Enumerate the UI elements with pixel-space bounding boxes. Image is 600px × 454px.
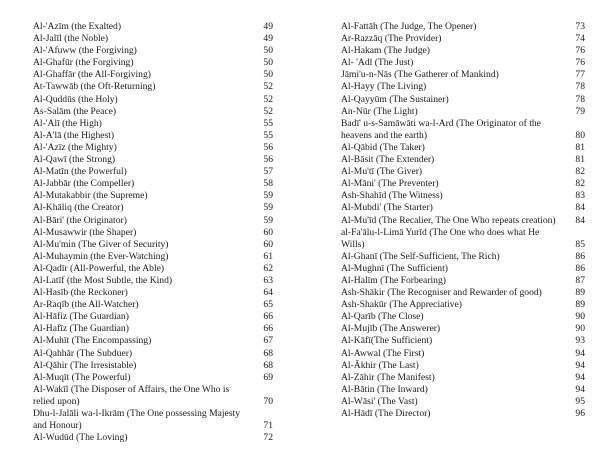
index-entry <box>33 45 273 57</box>
entry-title: At-Tawwāb (the Oft-Returning) <box>33 81 156 93</box>
entry-page-number: 79 <box>575 105 585 117</box>
entry-title: Al-Bāsit (The Extender) <box>341 154 435 166</box>
entry-title: Al-Khāliq (the Creator) <box>33 202 124 214</box>
entry-page-number: 60 <box>263 226 273 238</box>
index-entry <box>33 239 273 251</box>
index-entry <box>33 94 273 106</box>
entry-page-number: 84 <box>575 202 585 214</box>
entry-title: Al-'Azīm (the Exalted) <box>33 21 122 32</box>
entry-title: Al-Zāhir (The Manifest) <box>341 371 435 383</box>
entry-page-number: 66 <box>263 311 273 323</box>
index-entry <box>33 432 273 444</box>
index-entry <box>33 227 273 239</box>
entry-title: Al-Awwal (The First) <box>341 347 425 359</box>
index-column-left <box>33 21 273 444</box>
index-entry <box>33 21 273 33</box>
entry-title: Al-Hafīz (The Guardian) <box>33 323 129 335</box>
entry-page-number: 59 <box>263 214 273 226</box>
index-entry <box>33 154 273 166</box>
index-entry <box>33 348 273 360</box>
index-entry <box>33 263 273 275</box>
index-entry <box>341 299 585 311</box>
entry-page-number: 84 <box>575 214 585 226</box>
entry-page-number: 78 <box>575 93 585 105</box>
entry-page-number: 94 <box>575 359 585 371</box>
entry-page-number: 50 <box>263 45 273 57</box>
index-entry <box>341 21 585 33</box>
index-entry <box>33 81 273 93</box>
entry-title: Al-Mubdi' (The Starter) <box>341 202 433 214</box>
entry-title: Al-Mu'īd (The Recalier, The One Who repeats creation) <box>341 214 556 226</box>
entry-page-number: 95 <box>575 395 585 407</box>
entry-page-number: 64 <box>263 287 273 299</box>
entry-page-number: 82 <box>575 178 585 190</box>
index-entry <box>341 408 585 420</box>
entry-page-number: 73 <box>575 21 585 32</box>
entry-title: Al-Wakīl (The Disposer of Affairs, the One Who is relied upon) <box>33 383 230 407</box>
entry-title: Al-Hāfiz (The Guardian) <box>33 311 129 323</box>
entry-title: Al-Mu'tī (The Giver) <box>341 166 423 178</box>
entry-title: Al-Mughnī (The Sufficient) <box>341 262 448 274</box>
entry-title: Al- 'Adl (The Just) <box>341 57 414 69</box>
index-entry <box>341 372 585 384</box>
entry-title: Al-Fattāh (The Judge, The Opener) <box>341 21 477 32</box>
entry-page-number: 60 <box>263 238 273 250</box>
entry-title: Al-'Azīz (the Mighty) <box>33 141 117 153</box>
entry-page-number: 78 <box>575 81 585 93</box>
index-entry <box>341 190 585 202</box>
index-entry <box>33 299 273 311</box>
entry-page-number: 59 <box>263 202 273 214</box>
entry-title: Al-Ākhir (The Last) <box>341 359 419 371</box>
index-entry <box>341 178 585 190</box>
entry-page-number: 68 <box>263 347 273 359</box>
index-entry <box>341 106 585 118</box>
entry-page-number: 59 <box>263 190 273 202</box>
index-entry <box>341 335 585 347</box>
index-entry <box>341 215 585 227</box>
entry-title: Al-Wāsi' (The Vast) <box>341 395 418 407</box>
entry-title: Al-Mu'min (The Giver of Security) <box>33 238 169 250</box>
entry-title: Al-'Alī (the High) <box>33 117 102 129</box>
entry-page-number: 50 <box>263 57 273 69</box>
entry-title: Al-Wudūd (The Loving) <box>33 432 128 444</box>
entry-title: Al-Jabbār (the Compeller) <box>33 178 135 190</box>
index-entry <box>33 335 273 347</box>
entry-title: Dhu-l-Jalāli wa-l-Ikrām (The One possessing Majesty and Honour) <box>33 408 241 432</box>
index-entry <box>33 275 273 287</box>
entry-page-number: 56 <box>263 154 273 166</box>
entry-title: Al-Qāhir (The Irresistable) <box>33 359 137 371</box>
entry-title: An-Nūr (The Light) <box>341 105 418 117</box>
index-entry <box>341 118 585 142</box>
entry-page-number: 52 <box>263 93 273 105</box>
entry-title: Ash-Shakūr (The Appreciative) <box>341 299 462 311</box>
entry-page-number: 90 <box>575 311 585 323</box>
index-entry <box>341 251 585 263</box>
entry-title: Al-Mutakabbir (the Supreme) <box>33 190 148 202</box>
entry-page-number: 87 <box>575 274 585 286</box>
entry-page-number: 71 <box>263 420 273 432</box>
entry-page-number: 80 <box>575 129 585 141</box>
entry-title: Al-Qahhār (The Subduer) <box>33 347 133 359</box>
entry-page-number: 76 <box>575 45 585 57</box>
index-entry <box>33 33 273 45</box>
entry-title: Al-Qadīr (All-Powerful, the Able) <box>33 262 165 274</box>
entry-page-number: 67 <box>263 335 273 347</box>
index-entry <box>33 311 273 323</box>
entry-title: Al-Qābid (The Taker) <box>341 141 425 153</box>
entry-title: Al-Muhīt (The Encompassing) <box>33 335 152 347</box>
index-entry <box>33 323 273 335</box>
entry-title: Al-Qawī (the Strong) <box>33 154 116 166</box>
entry-title: Al-Qarīb (The Close) <box>341 311 424 323</box>
entry-page-number: 90 <box>575 323 585 335</box>
index-entry <box>341 202 585 214</box>
entry-title: Al-Hayy (The Living) <box>341 81 427 93</box>
entry-page-number: 93 <box>575 335 585 347</box>
entry-page-number: 63 <box>263 274 273 286</box>
index-entry <box>33 166 273 178</box>
entry-title: Al-Kāfī(The Sufficient) <box>341 335 433 347</box>
entry-title: Al-A'lā (the Highest) <box>33 129 115 141</box>
entry-title: Al-Matīn (the Powerful) <box>33 166 127 178</box>
entry-title: Ash-Shākir (The Recogniser and Rewarder of good) <box>341 287 542 299</box>
entry-title: Al-Jalīl (the Noble) <box>33 33 109 45</box>
entry-page-number: 70 <box>263 395 273 407</box>
entry-title: Al-Bāri' (the Originator) <box>33 214 127 226</box>
entry-title: Al-Muqīt (The Powerful) <box>33 371 131 383</box>
entry-page-number: 72 <box>263 432 273 444</box>
entry-page-number: 94 <box>575 371 585 383</box>
entry-page-number: 65 <box>263 299 273 311</box>
entry-page-number: 49 <box>263 21 273 32</box>
entry-page-number: 77 <box>575 69 585 81</box>
entry-page-number: 55 <box>263 129 273 141</box>
entry-page-number: 62 <box>263 262 273 274</box>
index-entry <box>33 106 273 118</box>
index-entry <box>341 348 585 360</box>
entry-page-number: 83 <box>575 190 585 202</box>
entry-title: Al-Quddūs (the Holy) <box>33 93 118 105</box>
entry-page-number: 89 <box>575 287 585 299</box>
entry-title: Al-Mujīb (The Answerer) <box>341 323 441 335</box>
index-entry <box>33 190 273 202</box>
index-entry <box>341 142 585 154</box>
index-entry <box>33 372 273 384</box>
index-entry <box>341 311 585 323</box>
entry-page-number: 94 <box>575 347 585 359</box>
index-entry <box>341 45 585 57</box>
entry-page-number: 94 <box>575 383 585 395</box>
entry-page-number: 76 <box>575 57 585 69</box>
index-entry <box>33 130 273 142</box>
entry-title: Al-Ghanī (The Self-Sufficient, The Rich) <box>341 250 500 262</box>
index-entry <box>33 142 273 154</box>
index-entry <box>33 408 273 432</box>
entry-page-number: 81 <box>575 154 585 166</box>
index-entry <box>33 118 273 130</box>
entry-title: Ar-Raqīb (the All-Watcher) <box>33 299 139 311</box>
index-entry <box>341 154 585 166</box>
index-entry <box>341 396 585 408</box>
index-entry <box>341 94 585 106</box>
index-entry <box>33 69 273 81</box>
entry-title: Al-Hādī (The Director) <box>341 408 431 419</box>
entry-page-number: 56 <box>263 141 273 153</box>
index-entry <box>33 384 273 408</box>
entry-page-number: 66 <box>263 323 273 335</box>
index-entry <box>341 263 585 275</box>
entry-title: Al-Hakam (The Judge) <box>341 45 430 57</box>
entry-title: Al-Muhaymin (the Ever-Watching) <box>33 250 169 262</box>
index-entry <box>341 69 585 81</box>
entry-page-number: 74 <box>575 33 585 45</box>
index-entry <box>341 57 585 69</box>
entry-title: Ash-Shahīd (The Witness) <box>341 190 443 202</box>
index-entry <box>33 202 273 214</box>
entry-title: As-Salām (the Peace) <box>33 105 117 117</box>
index-entry <box>341 33 585 45</box>
entry-page-number: 55 <box>263 117 273 129</box>
index-entry <box>33 215 273 227</box>
index-column-right <box>341 21 585 420</box>
index-entry <box>33 57 273 69</box>
entry-page-number: 86 <box>575 250 585 262</box>
entry-title: Al-'Afuww (the Forgiving) <box>33 45 137 57</box>
entry-page-number: 68 <box>263 359 273 371</box>
index-entry <box>341 227 585 251</box>
entry-page-number: 50 <box>263 69 273 81</box>
entry-title: Al-Qayyūm (The Sustainer) <box>341 93 449 105</box>
index-entry <box>341 81 585 93</box>
entry-page-number: 61 <box>263 250 273 262</box>
index-entry <box>33 251 273 263</box>
index-entry <box>341 275 585 287</box>
entry-title: Al-Bātin (The Inward) <box>341 383 428 395</box>
entry-title: Al-Halīm (The Forbearing) <box>341 274 446 286</box>
entry-page-number: 86 <box>575 262 585 274</box>
entry-page-number: 49 <box>263 33 273 45</box>
index-entry <box>341 360 585 372</box>
entry-title: Badī' u-s-Samāwāti wa-l-Ard (The Originator of the heavens and the earth) <box>341 117 541 141</box>
index-entry <box>33 360 273 372</box>
entry-title: Al-Māni' (The Preventer) <box>341 178 439 190</box>
entry-page-number: 69 <box>263 371 273 383</box>
entry-title: al-Fa'ālu-l-Limā Yurīd (The One who does what He Wills) <box>341 226 540 250</box>
index-entry <box>341 323 585 335</box>
entry-title: Ar-Razzāq (The Provider) <box>341 33 442 45</box>
entry-page-number: 96 <box>575 408 585 419</box>
entry-title: Al-Ghafūr (the Forgiving) <box>33 57 134 69</box>
entry-page-number: 82 <box>575 166 585 178</box>
entry-title: Al-Musawwir (the Shaper) <box>33 226 137 238</box>
entry-page-number: 85 <box>575 238 585 250</box>
index-entry <box>341 166 585 178</box>
entry-page-number: 58 <box>263 178 273 190</box>
entry-page-number: 89 <box>575 299 585 311</box>
index-entry <box>341 384 585 396</box>
index-entry <box>33 287 273 299</box>
entry-title: Al-Hasīb (the Reckoner) <box>33 287 128 299</box>
index-entry <box>33 178 273 190</box>
entry-page-number: 57 <box>263 166 273 178</box>
index-entry <box>341 287 585 299</box>
entry-page-number: 81 <box>575 141 585 153</box>
entry-page-number: 52 <box>263 105 273 117</box>
entry-page-number: 52 <box>263 81 273 93</box>
entry-title: Al-Ghaffār (the All-Forgiving) <box>33 69 151 81</box>
entry-title: Jāmi'u-n-Nās (The Gatherer of Mankind) <box>341 69 499 81</box>
entry-title: Al-Latīf (the Most Subtle, the Kind) <box>33 274 173 286</box>
